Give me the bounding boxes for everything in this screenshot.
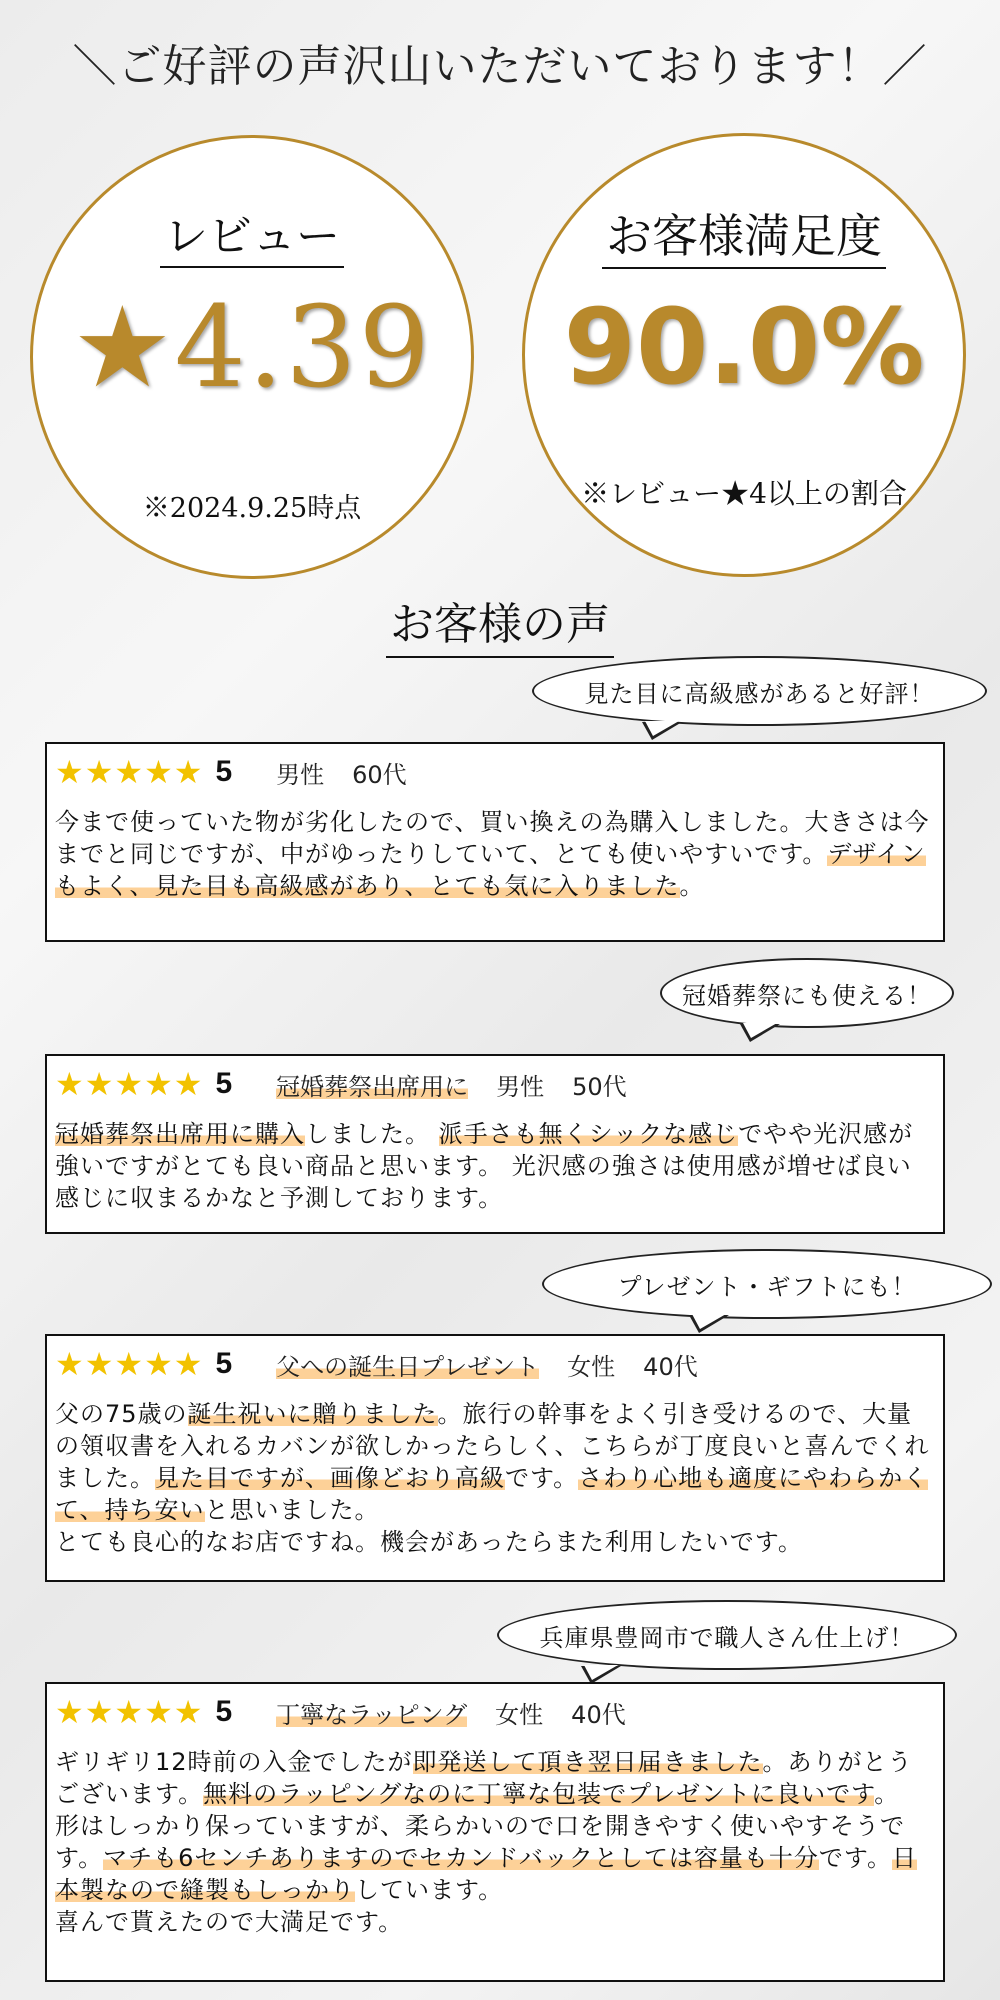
highlighted-text: 見た目ですが、画像どおり高級	[155, 1464, 505, 1492]
reviewer-gender: 女性	[495, 1700, 544, 1729]
bubble-text: 兵庫県豊岡市で職人さん仕上げ！	[539, 1623, 915, 1652]
highlighted-text: 無料のラッピングなのに丁寧な包装でプレゼントに良いです	[203, 1780, 875, 1808]
review-card-3	[45, 1334, 945, 1582]
satisfaction-note: ※レビュー★4以上の割合	[581, 477, 907, 510]
speech-bubble-1	[532, 656, 987, 726]
satisfaction-circle	[522, 133, 966, 577]
highlighted-text: デザインもよく、見た目も高級感があり、とても気に入りました	[55, 840, 926, 900]
satisfaction-title: お客様満足度	[602, 209, 886, 269]
highlighted-text: 日本製なので縫製もしっかり	[55, 1844, 917, 1904]
star-rating-icons: ★★★★★	[55, 1065, 204, 1103]
rating-value: ★4.39	[72, 283, 432, 413]
highlighted-text: 即発送して頂き翌日届きました	[412, 1748, 763, 1776]
speech-bubble-2	[660, 958, 954, 1028]
star-rating-icons: ★★★★★	[55, 753, 204, 791]
review-score: 5	[215, 1695, 233, 1728]
review-meta	[276, 1347, 698, 1382]
reviewer-age: 60代	[352, 760, 407, 789]
headline: ＼ご好評の声沢山いただいております！／	[72, 41, 928, 92]
bubble-text: 見た目に高級感があると好評！	[584, 679, 935, 708]
speech-bubble-4	[497, 1600, 957, 1670]
review-card-4	[45, 1682, 945, 1982]
review-card-2	[45, 1054, 945, 1234]
highlighted-text: さわり心地も適度にやわらかくて、持ち安い	[55, 1464, 929, 1524]
star-rating-icons: ★★★★★	[55, 1693, 204, 1731]
highlighted-text: 誕生祝いに贈りました	[187, 1400, 438, 1428]
review-card-1	[45, 742, 945, 942]
reviewer-gender: 男性	[496, 1072, 545, 1101]
speech-bubble-3	[542, 1249, 992, 1319]
highlighted-text: マチも6センチありますのでセカンドバックとしては容量も十分	[103, 1844, 819, 1872]
reviewer-age: 40代	[571, 1700, 626, 1729]
review-meta	[276, 755, 407, 790]
review-title: 冠婚葬祭出席用に	[276, 1072, 469, 1101]
review-score: 5	[215, 755, 233, 788]
highlighted-text: 冠婚葬祭出席用に購入	[55, 1120, 305, 1148]
reviewer-gender: 男性	[276, 760, 325, 789]
review-meta	[276, 1067, 627, 1102]
reviewer-age: 40代	[643, 1352, 698, 1381]
review-text: ギリギリ12時前の入金でしたが即発送して頂き翌日届きました。ありがとうございます。無料のラッピングなのに丁寧な包装でプレゼントに良いです。 形はしっかり保っていますが、柔らかいので口を開きやすく使いやすそうです。マチも6センチありますのでセカンドバックとしては容量も十分です。日本製なので縫製もしっかりしています。 喜んで貰えたので大満足です。	[55, 1748, 917, 1936]
star-rating-icons: ★★★★★	[55, 1345, 204, 1383]
bubble-text: プレゼント・ギフトにも！	[617, 1272, 917, 1301]
review-text: 父の75歳の誕生祝いに贈りました。旅行の幹事をよく引き受けるので、大量の領収書を入れるカバンが欲しかったらしく、こちらが丁度良いと喜んでくれました。見た目ですが、画像どおり高級です。さわり心地も適度にやわらかくて、持ち安いと思いました。 とても良心的なお店ですね。機会があったらまた利用したいです。	[55, 1400, 930, 1556]
review-score: 5	[215, 1067, 233, 1100]
reviewer-age: 50代	[572, 1072, 627, 1101]
rating-title: レビュー	[160, 211, 344, 268]
review-title: 父への誕生日プレゼント	[276, 1352, 540, 1381]
satisfaction-value: 90.0%	[563, 286, 925, 408]
review-meta	[276, 1695, 626, 1730]
review-text: 冠婚葬祭出席用に購入しました。 派手さも無くシックな感じでやや光沢感が強いですがとても良い商品と思います。 光沢感の強さは使用感が増せば良い感じに収まるかなと予測しております。	[55, 1120, 914, 1212]
review-score: 5	[215, 1347, 233, 1380]
review-text: 今まで使っていた物が劣化したので、買い換えの為購入しました。大きさは今までと同じですが、中がゆったりしていて、とても使いやすいです。デザインもよく、見た目も高級感があり、とても気に入りました。	[55, 808, 930, 900]
highlighted-text: 派手さも無くシックな感じ	[438, 1120, 739, 1148]
reviewer-gender: 女性	[567, 1352, 616, 1381]
review-title: 丁寧なラッピング	[276, 1700, 468, 1729]
rating-circle	[30, 135, 474, 579]
section-title: お客様の声	[386, 599, 614, 658]
rating-note: ※2024.9.25時点	[142, 493, 362, 524]
bubble-text: 冠婚葬祭にも使える！	[682, 981, 932, 1010]
